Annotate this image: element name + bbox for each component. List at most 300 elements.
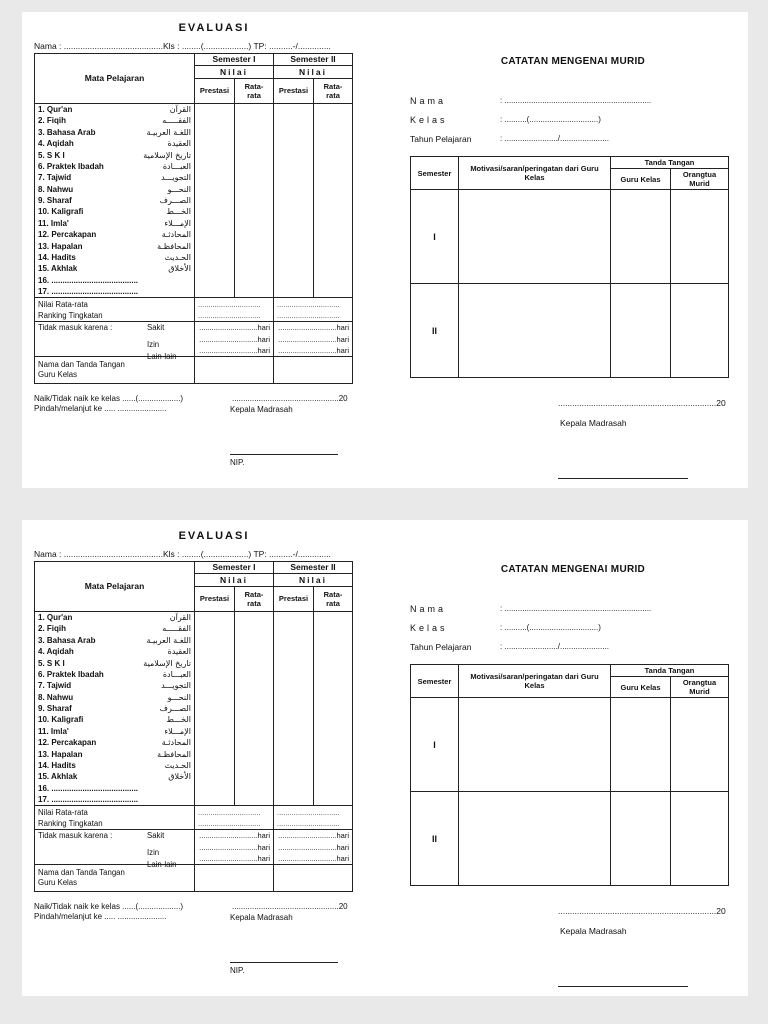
subject-cell [35, 275, 195, 286]
subject-arabic: النحـــو [167, 692, 191, 702]
grade-cell [274, 172, 314, 183]
subject-arabic: المحافظـة [157, 241, 191, 251]
subject-label: 6. Praktek Ibadah [38, 669, 104, 679]
grade-cell [235, 771, 274, 782]
subject-names [38, 760, 191, 771]
grade-cell [274, 771, 314, 782]
kepala-madrasah-label: Kepala Madrasah [230, 913, 293, 923]
grade-cell [314, 218, 353, 229]
grade-cell [195, 286, 235, 298]
subject-arabic: الخـــط [166, 715, 191, 725]
subject-cell [35, 635, 195, 646]
catatan-form [410, 564, 736, 996]
grade-cell [314, 714, 353, 725]
evaluasi-form [34, 22, 364, 474]
grade-cell [195, 646, 235, 657]
nama-field [410, 599, 736, 618]
grade-cell [274, 646, 314, 657]
nama-ttd-label-1: Nama dan Tanda Tangan [38, 360, 125, 370]
grade-cell [235, 229, 274, 240]
ttd-sem1-cell [195, 357, 274, 384]
grade-cell [274, 218, 314, 229]
col-semester: Semester [411, 157, 459, 190]
subject-cell [35, 737, 195, 748]
grade-cell [314, 783, 353, 794]
subject-names [38, 150, 191, 161]
subject-names [38, 218, 191, 229]
col-semester: Semester [411, 665, 459, 698]
col-guru-kelas: Guru Kelas [611, 169, 671, 190]
grade-cell [274, 726, 314, 737]
kelas-field [410, 110, 736, 129]
subject-row [35, 726, 353, 737]
catatan-kepala-label: Kepala Madrasah [560, 926, 627, 936]
kelas-label: Kelas [410, 622, 448, 633]
grade-cell [195, 771, 235, 782]
nip-label: NIP. [230, 966, 245, 976]
subject-label: 14. Hadits [38, 761, 76, 771]
grade-cell [235, 611, 274, 623]
grade-cell [195, 184, 235, 195]
absence-reason-izin: Izin [147, 848, 160, 858]
subject-names [38, 623, 191, 634]
catatan-title: CATATAN MENGENAI MURID [500, 56, 646, 67]
subject-arabic: المحافظـة [157, 749, 191, 759]
grade-cell [274, 737, 314, 748]
ranking-label-row [35, 818, 353, 830]
kelas-value: : ..........(...............................) [500, 115, 601, 124]
subject-label: 7. Tajwid [38, 681, 72, 691]
subject-cell [35, 138, 195, 149]
grade-cell [274, 286, 314, 298]
catatan-footer [410, 378, 736, 488]
nilai-rata-rata-label-row [35, 806, 353, 818]
grade-cell [274, 794, 314, 806]
subject-names [38, 286, 191, 297]
catatan-fields [410, 91, 736, 148]
absence-sem1-izin: ............................hari [195, 334, 274, 345]
subject-label: 15. Akhlak [38, 772, 78, 782]
prestasi-header-2: Prestasi [274, 78, 314, 103]
subject-label: 8. Nahwu [38, 184, 74, 194]
absence-label-cell [35, 830, 195, 842]
grade-cell [195, 783, 235, 794]
subject-cell [35, 703, 195, 714]
nama-ttd-row [35, 865, 353, 892]
grade-cell [195, 240, 235, 251]
subject-cell [35, 161, 195, 172]
tidak-masuk-label: Tidak masuk karena : [38, 831, 113, 841]
catatan-form [410, 56, 736, 488]
grade-cell [314, 680, 353, 691]
subject-arabic: الفقـــــه [162, 624, 191, 634]
grade-cell [274, 115, 314, 126]
prestasi-header-2: Prestasi [274, 586, 314, 611]
subject-label: 13. Hapalan [38, 749, 83, 759]
subject-names [38, 783, 191, 794]
grade-cell [314, 794, 353, 806]
grade-cell [235, 748, 274, 759]
grade-cell [235, 263, 274, 274]
grade-cell [314, 240, 353, 251]
grade-cell [314, 771, 353, 782]
subject-cell [35, 623, 195, 634]
grade-cell [195, 635, 235, 646]
subject-cell [35, 657, 195, 668]
grade-cell [314, 206, 353, 217]
evaluasi-form [34, 530, 364, 982]
absence-sem1-izin: ............................hari [195, 842, 274, 853]
subject-cell [35, 286, 195, 298]
grade-cell [195, 680, 235, 691]
subject-cell [35, 252, 195, 263]
grade-cell [314, 263, 353, 274]
subject-label: 8. Nahwu [38, 692, 74, 702]
absence-row-lain-lain [35, 853, 353, 865]
ranking-label: Ranking Tingkatan [35, 310, 195, 322]
nama-label: Nama [410, 95, 447, 106]
absence-sem1-sakit: ............................hari [195, 830, 274, 842]
absence-row-lain-lain [35, 345, 353, 357]
subject-cell [35, 646, 195, 657]
grades-table [34, 53, 353, 384]
grade-cell [314, 229, 353, 240]
prestasi-header-1: Prestasi [195, 78, 235, 103]
absence-sem1-lain-lain: ............................hari [195, 345, 274, 357]
ttd-sem1-cell [195, 865, 274, 892]
subject-row [35, 263, 353, 274]
grade-cell [235, 657, 274, 668]
grade-cell [195, 623, 235, 634]
grade-cell [314, 623, 353, 634]
grade-cell [195, 218, 235, 229]
grade-cell [274, 623, 314, 634]
subject-names [38, 275, 191, 286]
grade-cell [274, 127, 314, 138]
grade-cell [235, 172, 274, 183]
grade-cell [235, 149, 274, 160]
kelas-value: : ..........(...............................) [500, 623, 601, 632]
grade-cell [195, 115, 235, 126]
subject-label: 16. ....................................... [38, 783, 139, 793]
semester-2-header: Semester II [274, 562, 353, 574]
grade-cell [314, 103, 353, 115]
subject-label: 12. Percakapan [38, 230, 97, 240]
subject-row [35, 252, 353, 263]
guru-sign-cell-2 [611, 792, 671, 886]
grade-cell [314, 611, 353, 623]
subject-names [38, 138, 191, 149]
subject-cell [35, 748, 195, 759]
subject-label: 4. Aqidah [38, 647, 74, 657]
subject-arabic: الفقـــــه [162, 116, 191, 126]
subject-cell [35, 726, 195, 737]
grade-cell [314, 657, 353, 668]
grade-cell [235, 161, 274, 172]
subject-cell [35, 195, 195, 206]
nama-ttd-label-2: Guru Kelas [38, 370, 78, 380]
grade-cell [235, 783, 274, 794]
absence-sem2-lain-lain: ............................hari [274, 853, 353, 865]
grade-cell [274, 103, 314, 115]
subject-row [35, 783, 353, 794]
subject-names [38, 172, 191, 183]
grade-cell [195, 692, 235, 703]
grade-cell [314, 161, 353, 172]
grade-cell [235, 680, 274, 691]
grade-cell [195, 149, 235, 160]
subject-names [38, 669, 191, 680]
nama-label: Nama [410, 603, 447, 614]
subject-label: 9. Sharaf [38, 196, 72, 206]
prestasi-header-1: Prestasi [195, 586, 235, 611]
col-orangtua: Orangtua Murid [671, 677, 729, 698]
summary-sem2-value: .............................. [274, 818, 353, 830]
summary-sem1-value: .............................. [195, 818, 274, 830]
grade-cell [235, 726, 274, 737]
subject-row [35, 692, 353, 703]
col-guru-kelas: Guru Kelas [611, 677, 671, 698]
subject-row [35, 623, 353, 634]
grade-cell [314, 149, 353, 160]
subject-label: 1. Qur'an [38, 104, 73, 114]
grade-cell [235, 286, 274, 298]
grade-cell [274, 229, 314, 240]
grade-cell [274, 635, 314, 646]
naik-kelas-line: Naik/Tidak naik ke kelas ......(...................) [34, 394, 184, 404]
grade-cell [195, 703, 235, 714]
report-sheet-top [22, 12, 748, 488]
nilai-rata-rata-label: Nilai Rata-rata [35, 806, 195, 818]
subject-arabic: المحادثـة [161, 738, 191, 748]
evaluasi-footer [34, 394, 364, 474]
subject-cell [35, 680, 195, 691]
grade-cell [314, 115, 353, 126]
subject-row [35, 127, 353, 138]
subject-row [35, 771, 353, 782]
subject-names [38, 229, 191, 240]
grade-cell [274, 161, 314, 172]
grade-cell [274, 252, 314, 263]
subject-arabic: اللغـة العربيـة [146, 127, 191, 137]
semester-2-label: II [411, 284, 459, 378]
grade-cell [314, 275, 353, 286]
summary-sem2-value: .............................. [274, 298, 353, 310]
grade-cell [314, 635, 353, 646]
subject-arabic: العبـــادة [162, 161, 191, 171]
catatan-fields [410, 599, 736, 656]
subject-label: 17. ....................................... [38, 795, 139, 805]
subject-row [35, 172, 353, 183]
subject-label: 9. Sharaf [38, 704, 72, 714]
catatan-table [410, 156, 729, 378]
subject-row [35, 703, 353, 714]
subject-label: 3. Bahasa Arab [38, 127, 96, 137]
grade-cell [235, 218, 274, 229]
catatan-footer [410, 886, 736, 996]
grade-cell [195, 229, 235, 240]
subject-arabic: القرآن [169, 104, 191, 114]
grade-cell [314, 286, 353, 298]
absence-label-cell [35, 345, 195, 361]
student-info-line: Nama : ..........................................Kls : ........(...................) TP: ..........-/.............. [34, 41, 331, 51]
grade-cell [235, 669, 274, 680]
grade-cell [274, 138, 314, 149]
nama-ttd-label-1: Nama dan Tanda Tangan [38, 868, 125, 878]
ortu-sign-cell-2 [671, 284, 729, 378]
subject-label: 5. S K I [38, 150, 65, 160]
subject-cell [35, 760, 195, 771]
subject-row [35, 275, 353, 286]
signature-line [230, 454, 338, 455]
subject-label: 1. Qur'an [38, 612, 73, 622]
subject-cell [35, 172, 195, 183]
rata-rata-header-2: Rata-rata [314, 586, 353, 611]
subject-row [35, 286, 353, 298]
subject-names [38, 680, 191, 691]
grade-cell [314, 172, 353, 183]
grade-cell [314, 748, 353, 759]
semester-1-header: Semester I [195, 54, 274, 66]
subject-names [38, 115, 191, 126]
grade-cell [235, 127, 274, 138]
grade-cell [314, 726, 353, 737]
subject-row [35, 184, 353, 195]
grade-cell [235, 794, 274, 806]
subject-names [38, 104, 191, 115]
subject-row [35, 635, 353, 646]
subject-row [35, 240, 353, 251]
subject-arabic: الأخلاق [168, 772, 191, 782]
subject-cell [35, 611, 195, 623]
subject-names [38, 749, 191, 760]
absence-reason-sakit: Sakit [147, 831, 165, 841]
naik-kelas-line: Naik/Tidak naik ke kelas ......(...................) [34, 902, 184, 912]
student-info-line: Nama : ..........................................Kls : ........(...................) TP: ..........-/.............. [34, 549, 331, 559]
subject-names [38, 241, 191, 252]
grade-cell [195, 748, 235, 759]
grade-cell [274, 275, 314, 286]
ranking-label-row [35, 310, 353, 322]
subject-arabic: تاريخ الإسلامية [143, 150, 191, 160]
nilai-header-1: Nilai [195, 66, 274, 78]
grade-cell [235, 737, 274, 748]
subject-label: 5. S K I [38, 658, 65, 668]
summary-sem1-value: .............................. [195, 310, 274, 322]
subject-label: 4. Aqidah [38, 139, 74, 149]
grade-cell [274, 611, 314, 623]
grade-cell [274, 184, 314, 195]
subject-arabic: النحـــو [167, 184, 191, 194]
subject-row [35, 748, 353, 759]
absence-sem2-sakit: ............................hari [274, 322, 353, 334]
subject-label: 6. Praktek Ibadah [38, 161, 104, 171]
grade-cell [235, 623, 274, 634]
subject-cell [35, 229, 195, 240]
nama-value: : .................................................................. [500, 604, 652, 613]
subject-row [35, 103, 353, 115]
col-tanda-tangan: Tanda Tangan [611, 157, 729, 169]
subject-label: 15. Akhlak [38, 264, 78, 274]
semester-1-label: I [411, 190, 459, 284]
subject-arabic: الحـديث [164, 761, 191, 771]
summary-sem2-value: .............................. [274, 806, 353, 818]
date-line: ................................................20 [232, 394, 348, 404]
subject-names [38, 771, 191, 782]
subject-row [35, 229, 353, 240]
grade-cell [235, 703, 274, 714]
grade-cell [235, 195, 274, 206]
grade-cell [274, 748, 314, 759]
grade-cell [274, 240, 314, 251]
subject-cell [35, 103, 195, 115]
absence-sem1-sakit: ............................hari [195, 322, 274, 334]
motivasi-cell-2 [459, 792, 611, 886]
evaluasi-title: EVALUASI [178, 530, 250, 542]
nilai-rata-rata-label: Nilai Rata-rata [35, 298, 195, 310]
grade-cell [274, 195, 314, 206]
evaluasi-footer [34, 902, 364, 982]
subject-arabic: تاريخ الإسلامية [143, 658, 191, 668]
grade-cell [235, 184, 274, 195]
grade-cell [235, 240, 274, 251]
catatan-date-line: ...................................................................20 [558, 398, 726, 408]
grade-cell [195, 737, 235, 748]
grade-cell [195, 172, 235, 183]
subject-names [38, 195, 191, 206]
tahun-label: Tahun Pelajaran [410, 133, 472, 144]
mata-pelajaran-header: Mata Pelajaran [35, 54, 195, 104]
catatan-title: CATATAN MENGENAI MURID [500, 564, 646, 575]
tahun-field [410, 129, 736, 148]
grade-cell [195, 138, 235, 149]
subject-label: 14. Hadits [38, 253, 76, 263]
subject-arabic: القرآن [169, 612, 191, 622]
grade-cell [195, 714, 235, 725]
catatan-kepala-label: Kepala Madrasah [560, 418, 627, 428]
grade-cell [195, 127, 235, 138]
subject-names [38, 161, 191, 172]
grade-cell [195, 161, 235, 172]
grade-cell [235, 138, 274, 149]
grade-cell [195, 195, 235, 206]
semester-2-label: II [411, 792, 459, 886]
kepala-madrasah-label: Kepala Madrasah [230, 405, 293, 415]
report-sheet-bottom [22, 520, 748, 996]
grade-cell [235, 103, 274, 115]
subject-names [38, 635, 191, 646]
subject-cell [35, 127, 195, 138]
subject-names [38, 692, 191, 703]
grade-cell [314, 737, 353, 748]
absence-reason-sakit: Sakit [147, 323, 165, 333]
grade-cell [235, 646, 274, 657]
grade-cell [274, 669, 314, 680]
grade-cell [274, 760, 314, 771]
subject-label: 17. ....................................... [38, 287, 139, 297]
catatan-table [410, 664, 729, 886]
tahun-value: : ......................../...................... [500, 642, 609, 651]
motivasi-cell-1 [459, 698, 611, 792]
signature-line [230, 962, 338, 963]
absence-reason-izin: Izin [147, 340, 160, 350]
nama-value: : .................................................................. [500, 96, 652, 105]
grade-cell [195, 669, 235, 680]
subject-row [35, 149, 353, 160]
absence-row-sakit [35, 830, 353, 842]
subject-label: 12. Percakapan [38, 738, 97, 748]
motivasi-cell-1 [459, 190, 611, 284]
